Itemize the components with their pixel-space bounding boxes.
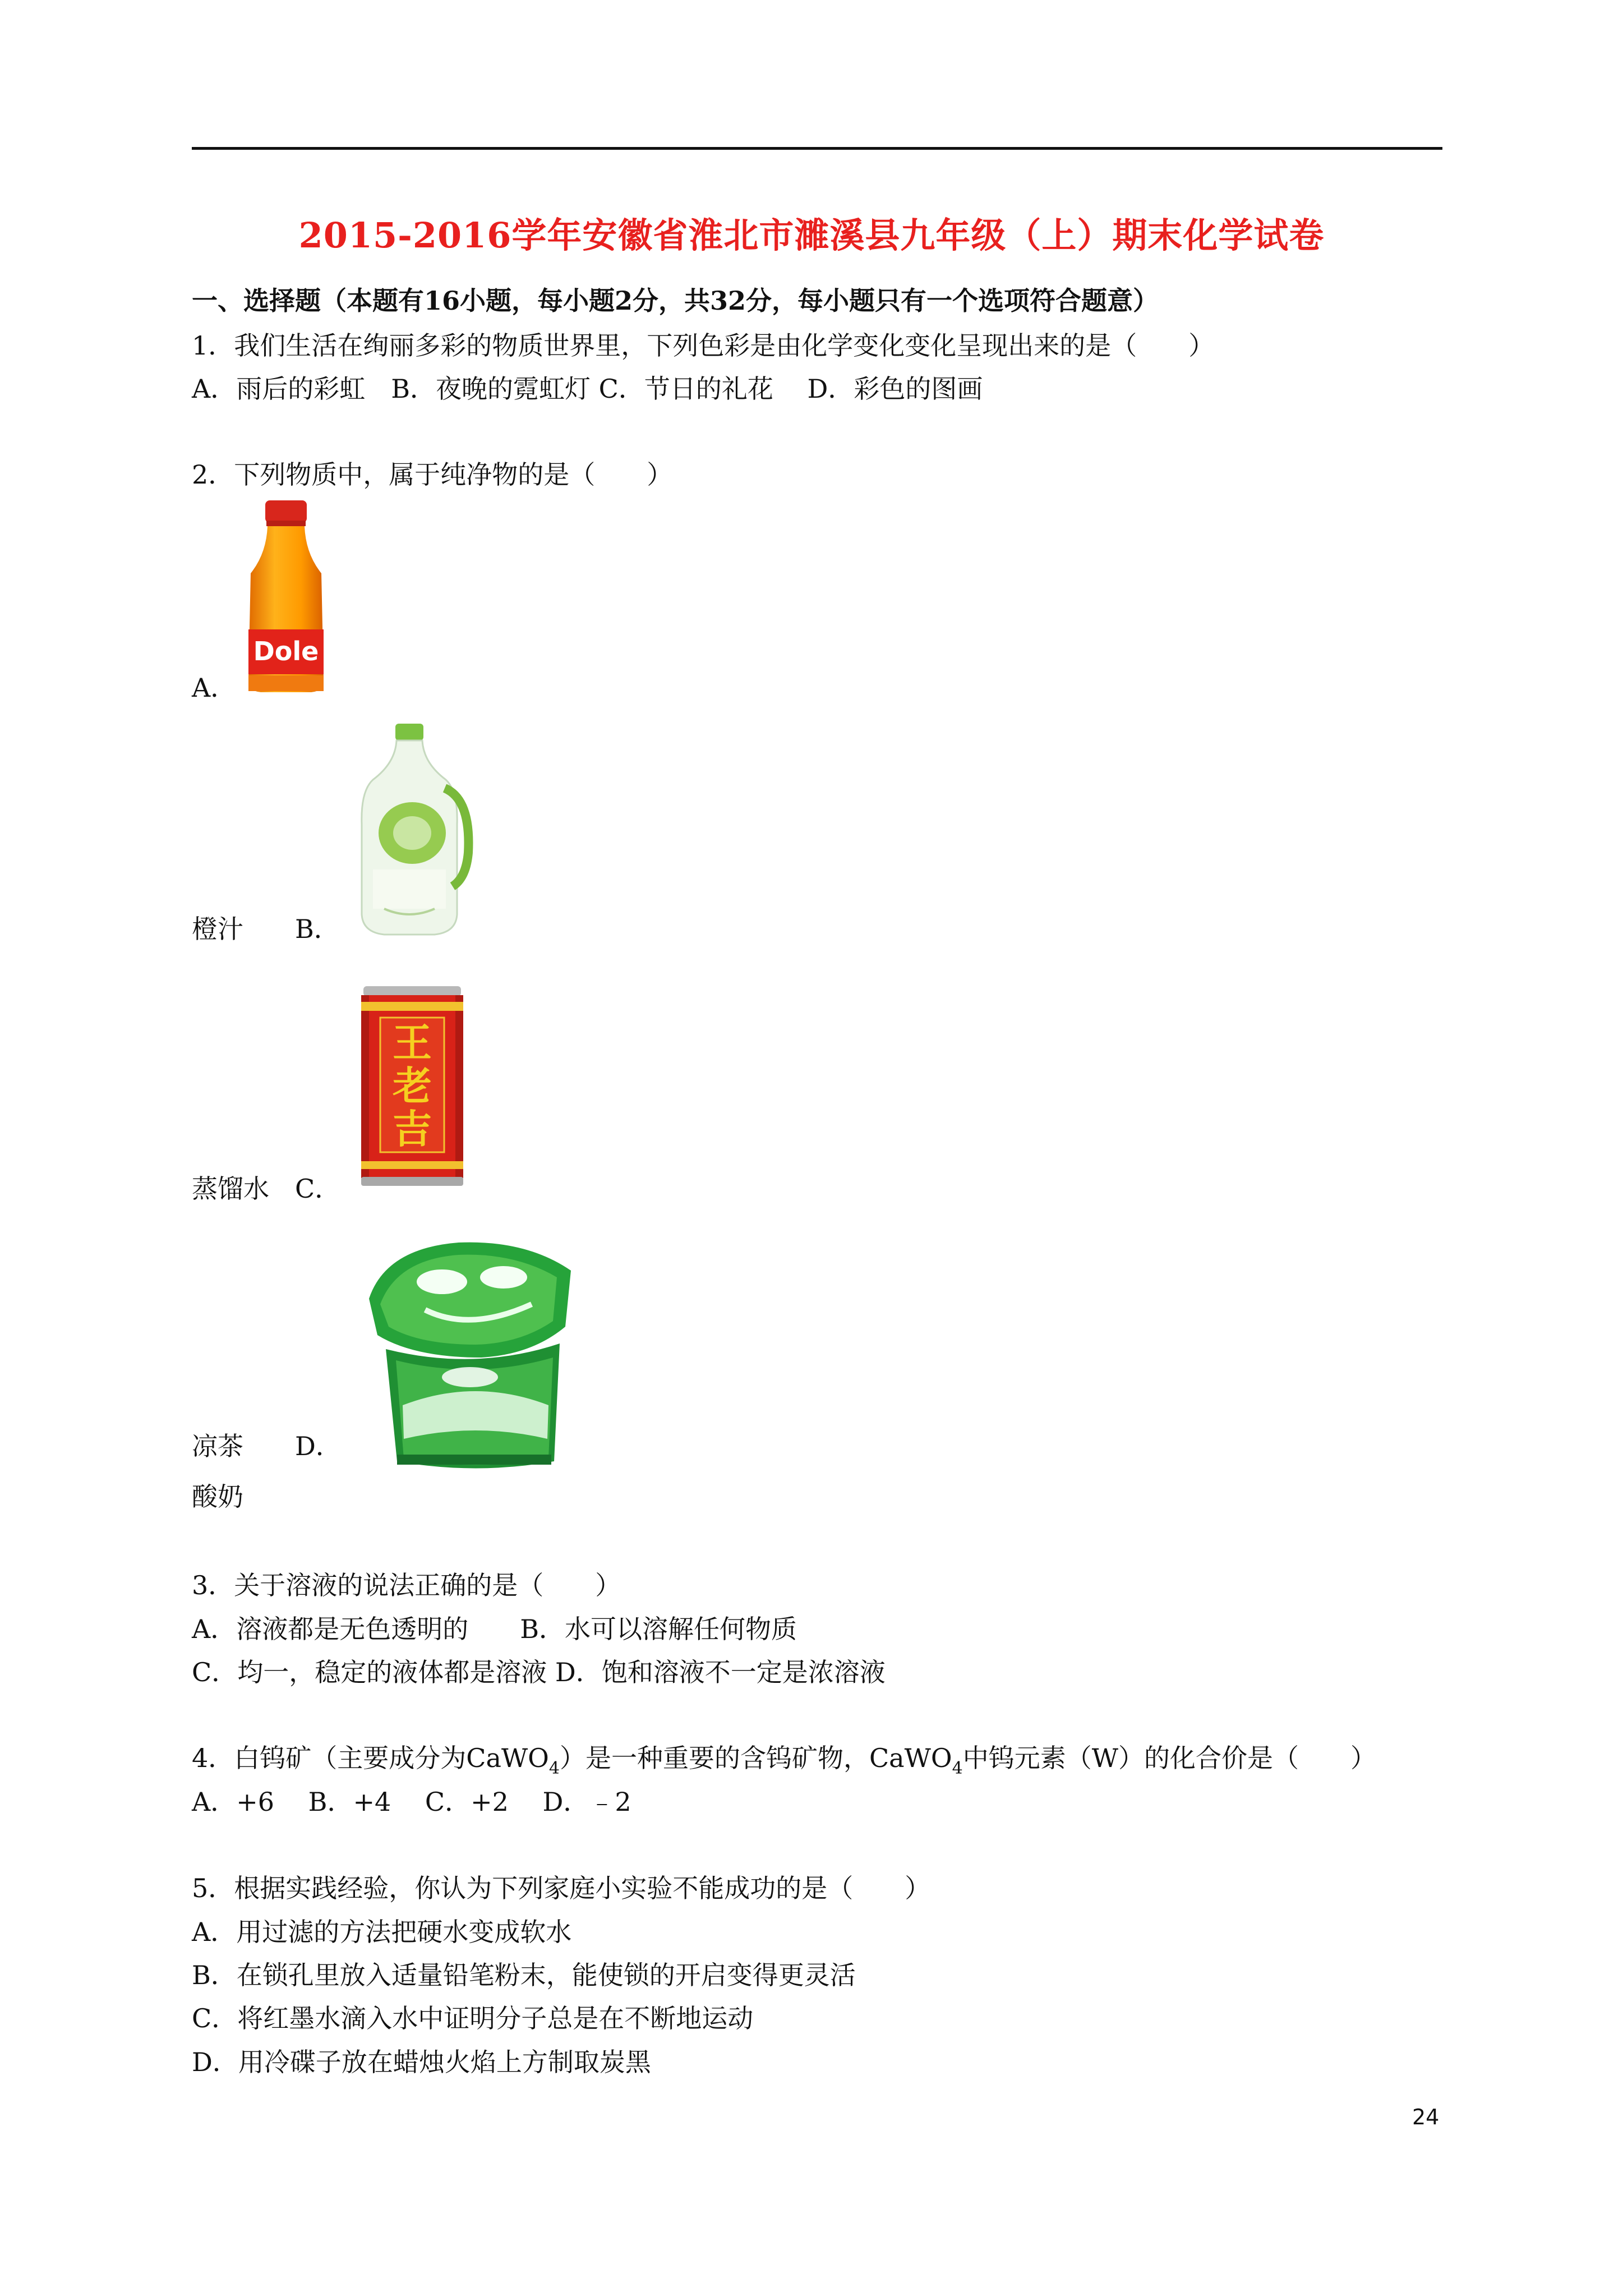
q2-label-d: 酸奶 (192, 1481, 243, 1512)
q4-sub1: 4 (548, 1759, 560, 1778)
page-number: 24 (1412, 2105, 1440, 2129)
question-5-option-d: D．用冷碟子放在蜡烛火焰上方制取炭黑 (192, 2047, 651, 2077)
question-1-options: A．雨后的彩虹 B．夜晚的霓虹灯 C．节日的礼花 D．彩色的图画 (192, 374, 983, 404)
question-3-options-row1: A．溶液都是无色透明的 B．水可以溶解任何物质 (192, 1614, 797, 1644)
svg-text:老: 老 (393, 1062, 432, 1109)
question-3-options-row2: C．均一，稳定的液体都是溶液 D．饱和溶液不一定是浓溶液 (192, 1657, 886, 1687)
tea-can-icon (359, 986, 465, 1187)
question-4-stem (192, 1738, 1376, 1778)
question-5-option-c: C．将红墨水滴入水中证明分子总是在不断地运动 (192, 2003, 754, 2033)
q4-sub2: 4 (952, 1759, 963, 1778)
svg-text:吉: 吉 (393, 1106, 432, 1152)
question-3-stem: 3．关于溶液的说法正确的是（ ） (192, 1570, 621, 1600)
juice-bottle-icon (238, 500, 334, 694)
q4-part2: ）是一种重要的含钨矿物，CaWO (559, 1743, 952, 1773)
page-title: 2015-2016学年安徽省淮北市濉溪县九年级（上）期末化学试卷 (298, 215, 1325, 256)
question-4-options: A．+6 B．+4 C．+2 D．﹣2 (192, 1787, 631, 1817)
question-5-option-b: B．在锁孔里放入适量铅笔粉末，能使锁的开启变得更灵活 (192, 1960, 856, 1990)
top-rule (192, 147, 1442, 150)
question-2-stem: 2．下列物质中，属于纯净物的是（ ） (192, 459, 673, 490)
q4-part1: 4．白钨矿（主要成分为CaWO (192, 1743, 549, 1773)
question-1-stem: 1．我们生活在绚丽多彩的物质世界里，下列色彩是由化学变化变化呈现出来的是（ ） (192, 330, 1215, 361)
svg-text:王: 王 (393, 1019, 432, 1066)
q2-label-a-b: 橙汁 B． (192, 914, 340, 944)
section-heading: 一、选择题（本题有16小题，每小题2分，共32分，每小题只有一个选项符合题意） (192, 286, 1159, 316)
q4-part3: 中钨元素（W）的化合价是（ ） (962, 1743, 1376, 1773)
q2-option-a: A． (192, 673, 237, 703)
yogurt-cup-icon (363, 1237, 579, 1473)
water-bottle-icon (351, 724, 474, 937)
question-5-stem: 5．根据实践经验，你认为下列家庭小实验不能成功的是（ ） (192, 1873, 931, 1903)
q2-label-b-c: 蒸馏水 C． (192, 1174, 341, 1204)
q2-label-c-d: 凉茶 D． (192, 1431, 342, 1461)
svg-text:Dole: Dole (253, 636, 319, 666)
question-5-option-a: A．用过滤的方法把硬水变成软水 (192, 1917, 572, 1947)
